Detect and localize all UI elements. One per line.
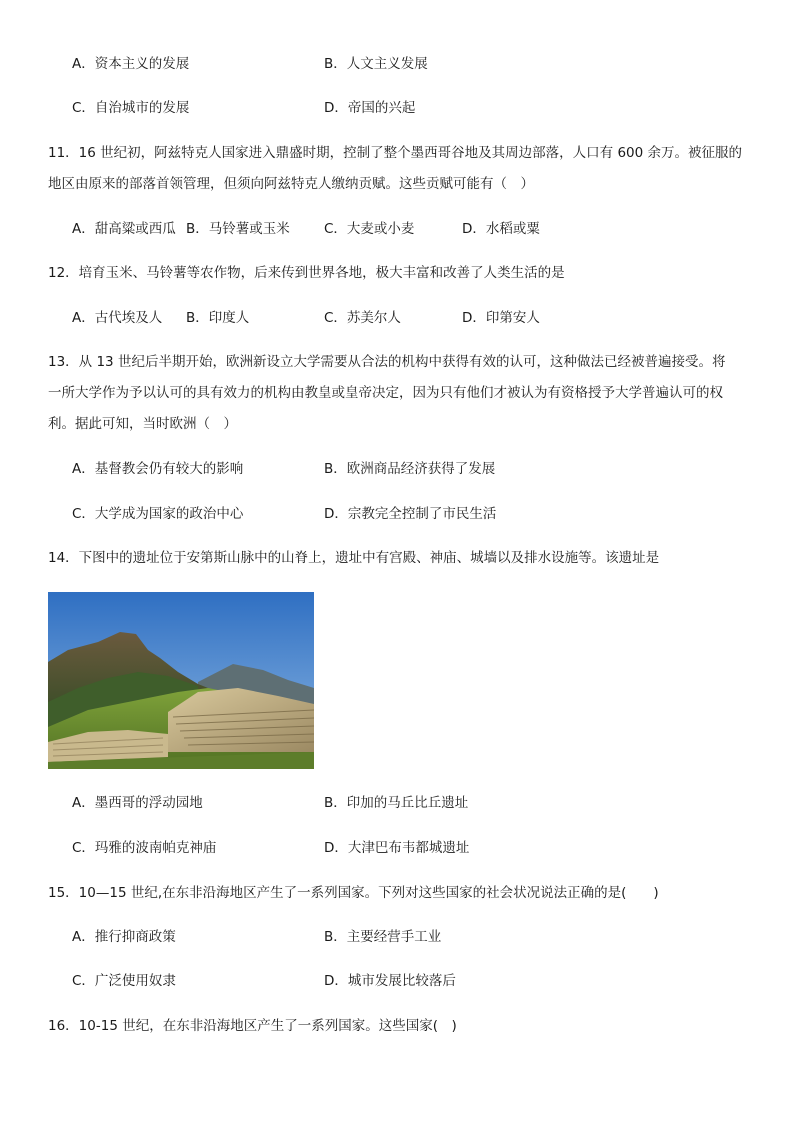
q10-option-b: B．人文主义发展 <box>324 56 428 72</box>
q11-stem-line2: 地区由原来的部落首领管理，但须向阿兹特克人缴纳贡赋。这些贡赋可能有（ ） <box>48 176 534 192</box>
q15-option-b: B．主要经营手工业 <box>324 929 442 945</box>
q11-option-c: C．大麦或小麦 <box>324 221 415 237</box>
q16-stem: 16．10-15 世纪，在东非沿海地区产生了一系列国家。这些国家( ) <box>48 1018 457 1034</box>
q13-stem-line1: 13．从 13 世纪后半期开始，欧洲新设立大学需要从合法的机构中获得有效的认可，这种做法已经被普遍接受。将 <box>48 354 726 370</box>
q11-option-b: B．马铃薯或玉米 <box>186 221 290 237</box>
q12-option-d: D．印第安人 <box>462 310 540 326</box>
q13-option-a: A．基督教会仍有较大的影响 <box>72 461 244 477</box>
ruins-photo <box>48 592 314 769</box>
q14-option-a: A．墨西哥的浮动园地 <box>72 795 203 811</box>
q10-option-c: C．自治城市的发展 <box>72 100 190 116</box>
q15-option-c: C．广泛使用奴隶 <box>72 973 176 989</box>
q14-option-d: D．大津巴布韦都城遗址 <box>324 840 470 856</box>
q14-stem: 14．下图中的遗址位于安第斯山脉中的山脊上，遗址中有宫殿、神庙、城墙以及排水设施等。该遗址是 <box>48 550 660 566</box>
q12-option-a: A．古代埃及人 <box>72 310 163 326</box>
q13-stem-line3: 利。据此可知，当时欧洲（ ） <box>48 416 237 432</box>
q13-option-b: B．欧洲商品经济获得了发展 <box>324 461 496 477</box>
q14-option-b: B．印加的马丘比丘遗址 <box>324 795 469 811</box>
q11-stem-line1: 11．16 世纪初，阿兹特克人国家进入鼎盛时期，控制了整个墨西哥谷地及其周边部落，人口有 600 余万。被征服的 <box>48 145 742 161</box>
q13-option-d: D．宗教完全控制了市民生活 <box>324 506 497 522</box>
q15-option-a: A．推行抑商政策 <box>72 929 176 945</box>
q10-option-d: D．帝国的兴起 <box>324 100 416 116</box>
q12-option-c: C．苏美尔人 <box>324 310 401 326</box>
q15-option-d: D．城市发展比较落后 <box>324 973 456 989</box>
machu-picchu-image <box>48 592 314 769</box>
q13-stem-line2: 一所大学作为予以认可的具有效力的机构由教皇或皇帝决定，因为只有他们才被认为有资格授予大学普遍认可的权 <box>48 385 723 401</box>
q11-option-a: A．甜高粱或西瓜 <box>72 221 176 237</box>
q15-stem: 15．10—15 世纪,在东非沿海地区产生了一系列国家。下列对这些国家的社会状况说法正确的是( ) <box>48 885 659 901</box>
q12-option-b: B．印度人 <box>186 310 250 326</box>
q11-option-d: D．水稻或粟 <box>462 221 540 237</box>
q14-option-c: C．玛雅的波南帕克神庙 <box>72 840 217 856</box>
q12-stem: 12．培育玉米、马铃薯等农作物，后来传到世界各地，极大丰富和改善了人类生活的是 <box>48 265 565 281</box>
q13-option-c: C．大学成为国家的政治中心 <box>72 506 244 522</box>
q10-option-a: A．资本主义的发展 <box>72 56 190 72</box>
